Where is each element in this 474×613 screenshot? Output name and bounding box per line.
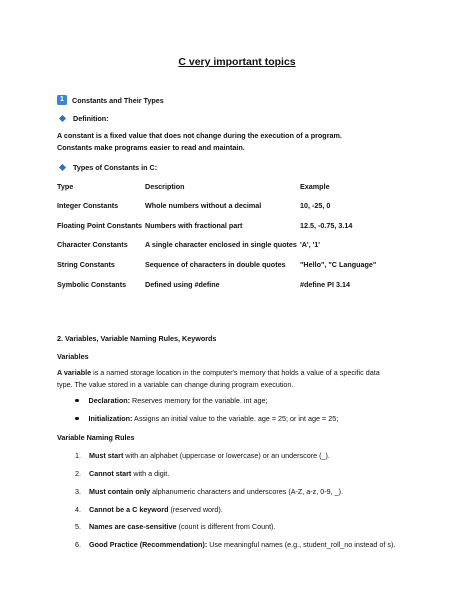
rule-number: 4. <box>75 505 81 514</box>
variables-text-rest: type. The value stored in a variable can change during program execution. <box>57 380 294 389</box>
bold-term: Cannot start <box>89 469 132 478</box>
rule-text: (reserved word). <box>168 505 223 514</box>
table-header-type: Type <box>57 182 74 191</box>
bold-term: A variable <box>57 368 92 377</box>
diamond-bullet-icon <box>59 115 66 122</box>
table-cell: Floating Point Constants <box>57 221 143 230</box>
table-cell: String Constants <box>57 260 115 269</box>
table-cell: Defined using #define <box>145 280 220 289</box>
rule-item <box>75 540 395 549</box>
variables-text-line-1 <box>57 367 380 379</box>
rule-item <box>75 469 169 478</box>
definition-label-text: Definition: <box>73 114 109 123</box>
rule-text: with an alphabet (uppercase or lowercase) or an underscore (_). <box>123 451 330 460</box>
definition-label <box>57 114 109 123</box>
rule-item <box>75 522 275 531</box>
table-cell: 12.5, -0.75, 3.14 <box>300 221 353 230</box>
table-cell: 10, -25, 0 <box>300 201 331 210</box>
rule-number: 2. <box>75 469 81 478</box>
bullet-text: Assigns an initial value to the variable. age = 25; or int age = 25; <box>132 414 339 423</box>
rule-number: 6. <box>75 540 81 549</box>
table-header-example: Example <box>300 182 330 191</box>
table-cell: Whole numbers without a decimal <box>145 201 262 210</box>
rule-item <box>75 487 343 496</box>
number-one-icon: 1 <box>57 95 67 105</box>
table-cell: Character Constants <box>57 240 128 249</box>
table-cell: Sequence of characters in double quotes <box>145 260 286 269</box>
types-label <box>57 163 157 172</box>
bullet-initialization <box>75 414 338 423</box>
bold-term: Initialization: <box>88 414 133 423</box>
naming-rules-label: Variable Naming Rules <box>57 433 135 442</box>
table-cell: Integer Constants <box>57 201 119 210</box>
section1-heading <box>57 95 164 105</box>
rule-text: (count is different from Count). <box>176 522 276 531</box>
bullet-text: Reserves memory for the variable. int age; <box>130 396 268 405</box>
table-cell: Symbolic Constants <box>57 280 127 289</box>
table-cell: #define PI 3.14 <box>300 280 350 289</box>
definition-line-2: Constants make programs easier to read and maintain. <box>57 143 245 152</box>
bold-term: Must start <box>89 451 124 460</box>
variables-label: Variables <box>57 352 89 361</box>
bold-term: Must contain only <box>89 487 151 496</box>
table-cell: "Hello", "C Language" <box>300 260 377 269</box>
rule-item <box>75 451 330 460</box>
rule-text: alphanumeric characters and underscores (A-Z, a-z, 0-9, _). <box>150 487 344 496</box>
rule-text: with a digit. <box>131 469 170 478</box>
rule-text: Use meaningful names (e.g., student_roll_no instead of s). <box>207 540 396 549</box>
document-title: C very important topics <box>178 56 296 68</box>
section1-heading-text: Constants and Their Types <box>72 95 164 105</box>
rule-number: 3. <box>75 487 81 496</box>
bold-term: Declaration: <box>88 396 131 405</box>
bold-term: Names are case-sensitive <box>89 522 177 531</box>
definition-line-1: A constant is a fixed value that does not change during the execution of a program. <box>57 131 342 140</box>
table-cell: A single character enclosed in single quotes <box>145 240 297 249</box>
table-cell: Numbers with fractional part <box>145 221 243 230</box>
rule-number: 5. <box>75 522 81 531</box>
variables-text-rest: is a named storage location in the computer's memory that holds a value of a specific data <box>91 368 380 377</box>
variables-text-line-2 <box>57 379 293 391</box>
bold-term: Good Practice (Recommendation): <box>89 540 208 549</box>
table-cell: 'A', '1' <box>300 240 321 249</box>
bullet-declaration <box>75 396 267 405</box>
bold-term: Cannot be a C keyword <box>89 505 169 514</box>
rule-item <box>75 505 223 514</box>
table-header-description: Description <box>145 182 185 191</box>
diamond-bullet-icon <box>59 164 66 171</box>
rule-number: 1. <box>75 451 81 460</box>
types-label-text: Types of Constants in C: <box>73 163 158 172</box>
bullet-dot-icon <box>75 399 79 403</box>
bullet-dot-icon <box>75 417 79 421</box>
section2-heading: 2. Variables, Variable Naming Rules, Keywords <box>57 334 217 343</box>
